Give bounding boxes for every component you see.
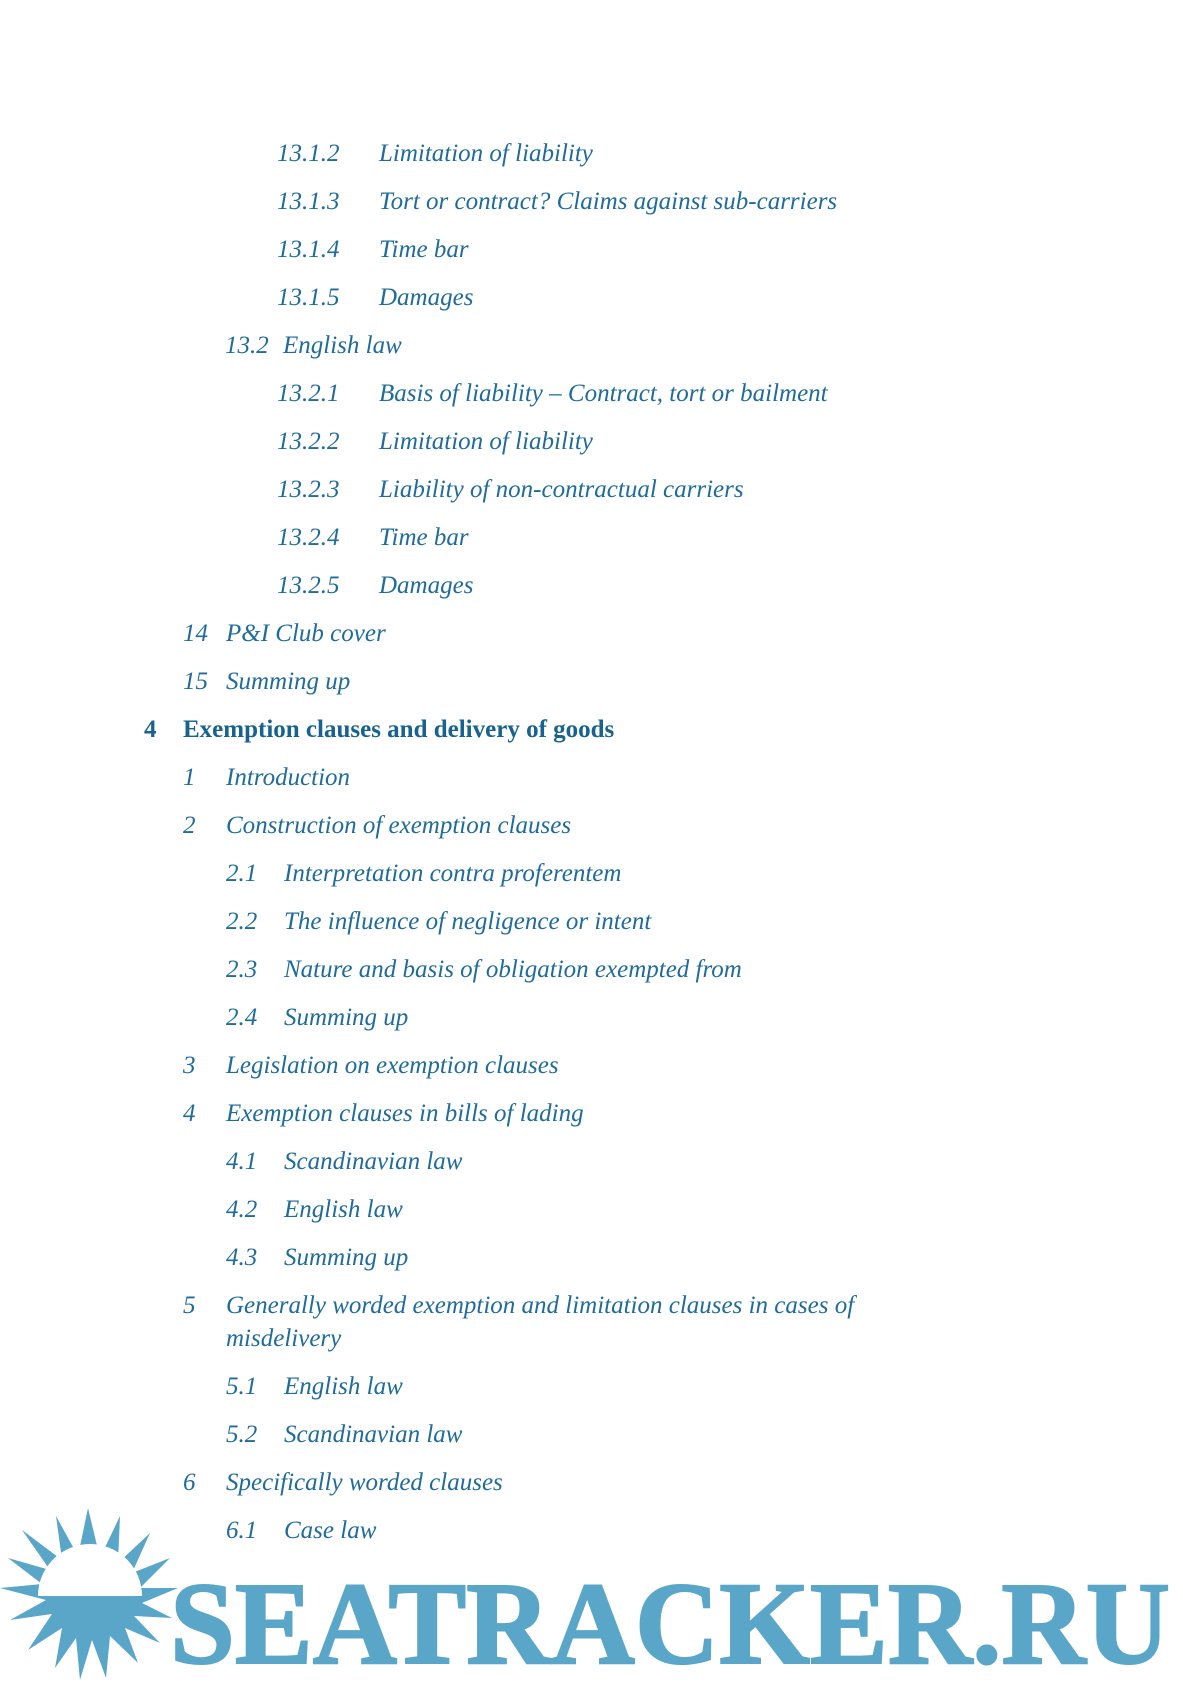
toc-entry[interactable] [226,1419,462,1451]
toc-entry-title: Summing up [284,1244,409,1271]
toc-entry[interactable] [226,1194,403,1226]
toc-entry[interactable] [277,282,473,314]
toc-entry-title: Interpretation contra proferentem [284,860,622,887]
toc-entry-number: 4.3 [226,1244,258,1271]
toc-entry[interactable] [277,474,744,506]
toc-entry-number: 2.1 [226,860,258,887]
toc-entry-number: 13.2.5 [277,572,340,599]
toc-entry-number: 2.4 [226,1004,258,1031]
toc-entry-number: 13.2 [225,332,269,359]
toc-entry-number: 14 [183,620,208,647]
seatracker-watermark [0,1508,1183,1681]
toc-entry-number: 13.1.3 [277,188,340,215]
toc-entry-number: 13.2.3 [277,476,340,503]
toc-entry-title: Scandinavian law [284,1148,463,1175]
toc-entry[interactable] [183,1467,503,1499]
toc-entry-title: Specifically worded clauses [226,1469,503,1496]
toc-entry-number: 5 [183,1292,196,1319]
toc-entry-title: Construction of exemption clauses [226,812,572,839]
toc-entry-title: Damages [379,284,474,311]
toc-entry-title: Limitation of liability [379,140,593,167]
toc-entry-title: Limitation of liability [379,428,593,455]
toc-entry-continuation[interactable] [226,1323,341,1355]
toc-entry-number: 4 [183,1100,196,1127]
toc-entry-number: 5.1 [226,1373,258,1400]
toc-entry-title: English law [283,332,402,359]
toc-entry-number: 6 [183,1469,196,1496]
toc-entry-title: Exemption clauses in bills of lading [226,1100,584,1127]
toc-entry[interactable] [277,186,837,218]
toc-entry[interactable] [226,1371,403,1403]
toc-entry[interactable] [183,666,350,698]
toc-entry[interactable] [183,618,386,650]
toc-entry-title: Summing up [226,668,351,695]
toc-entry-title: English law [284,1373,403,1400]
toc-entry[interactable] [183,1050,559,1082]
toc-entry-number: 13.2.4 [277,524,340,551]
toc-entry-title: P&I Club cover [226,620,386,647]
toc-entry[interactable] [183,762,350,794]
toc-entry-number: 4.1 [226,1148,258,1175]
toc-entry-title-line1: Generally worded exemption and limitation clauses in cases of [226,1292,855,1319]
toc-entry-number: 1 [183,764,196,791]
toc-entry[interactable] [277,426,593,458]
toc-entry-number: 13.1.2 [277,140,340,167]
toc-entry-title: English law [284,1196,403,1223]
toc-entry-title: Nature and basis of obligation exempted from [284,956,742,983]
toc-chapter-number: 4 [144,716,157,743]
toc-entry-number: 5.2 [226,1421,258,1448]
toc-entry-title: Time bar [379,524,469,551]
toc-entry-title: Legislation on exemption clauses [226,1052,559,1079]
toc-entry-number: 13.1.4 [277,236,340,263]
toc-entry[interactable] [226,1002,408,1034]
toc-entry[interactable] [226,906,651,938]
toc-entry-number: 13.1.5 [277,284,340,311]
toc-entry-number: 4.2 [226,1196,258,1223]
toc-entry[interactable] [226,1242,408,1274]
toc-entry-number: 13.2.2 [277,428,340,455]
toc-entry-title: Basis of liability – Contract, tort or bailment [379,380,828,407]
watermark-text: SEATRACKER.RU [170,1558,1170,1681]
toc-entry[interactable] [226,1146,462,1178]
toc-entry-number: 13.2.1 [277,380,340,407]
watermark-graphic [0,1508,1183,1681]
toc-entry[interactable] [277,138,593,170]
toc-entry-number: 2.2 [226,908,258,935]
toc-entry[interactable] [183,1290,854,1322]
toc-entry-title: Scandinavian law [284,1421,463,1448]
toc-entry-number: 2.3 [226,956,258,983]
toc-entry-title-line2: misdelivery [226,1325,342,1352]
toc-entry[interactable] [183,1098,584,1130]
toc-entry-title: The influence of negligence or intent [284,908,652,935]
toc-entry-number: 2 [183,812,196,839]
toc-entry[interactable] [226,858,621,890]
toc-entry-title: Tort or contract? Claims against sub-carriers [379,188,838,215]
toc-entry-number: 6.1 [226,1517,258,1544]
toc-entry-title: Introduction [226,764,351,791]
toc-entry[interactable] [225,330,402,362]
toc-entry-title: Damages [379,572,474,599]
toc-entry-number: 3 [183,1052,196,1079]
sun-icon [0,1508,178,1680]
toc-entry-title: Time bar [379,236,469,263]
toc-entry[interactable] [277,570,473,602]
toc-entry-title: Liability of non-contractual carriers [379,476,744,503]
toc-entry-title: Summing up [284,1004,409,1031]
toc-entry-number: 15 [183,668,208,695]
toc-entry[interactable] [277,522,469,554]
toc-entry[interactable] [183,810,571,842]
toc-entry[interactable] [277,234,469,266]
toc-chapter-heading[interactable] [144,714,614,746]
toc-entry[interactable] [277,378,828,410]
toc-chapter-title: Exemption clauses and delivery of goods [183,716,615,743]
toc-entry[interactable] [226,954,742,986]
toc-entry-title: Case law [284,1517,377,1544]
